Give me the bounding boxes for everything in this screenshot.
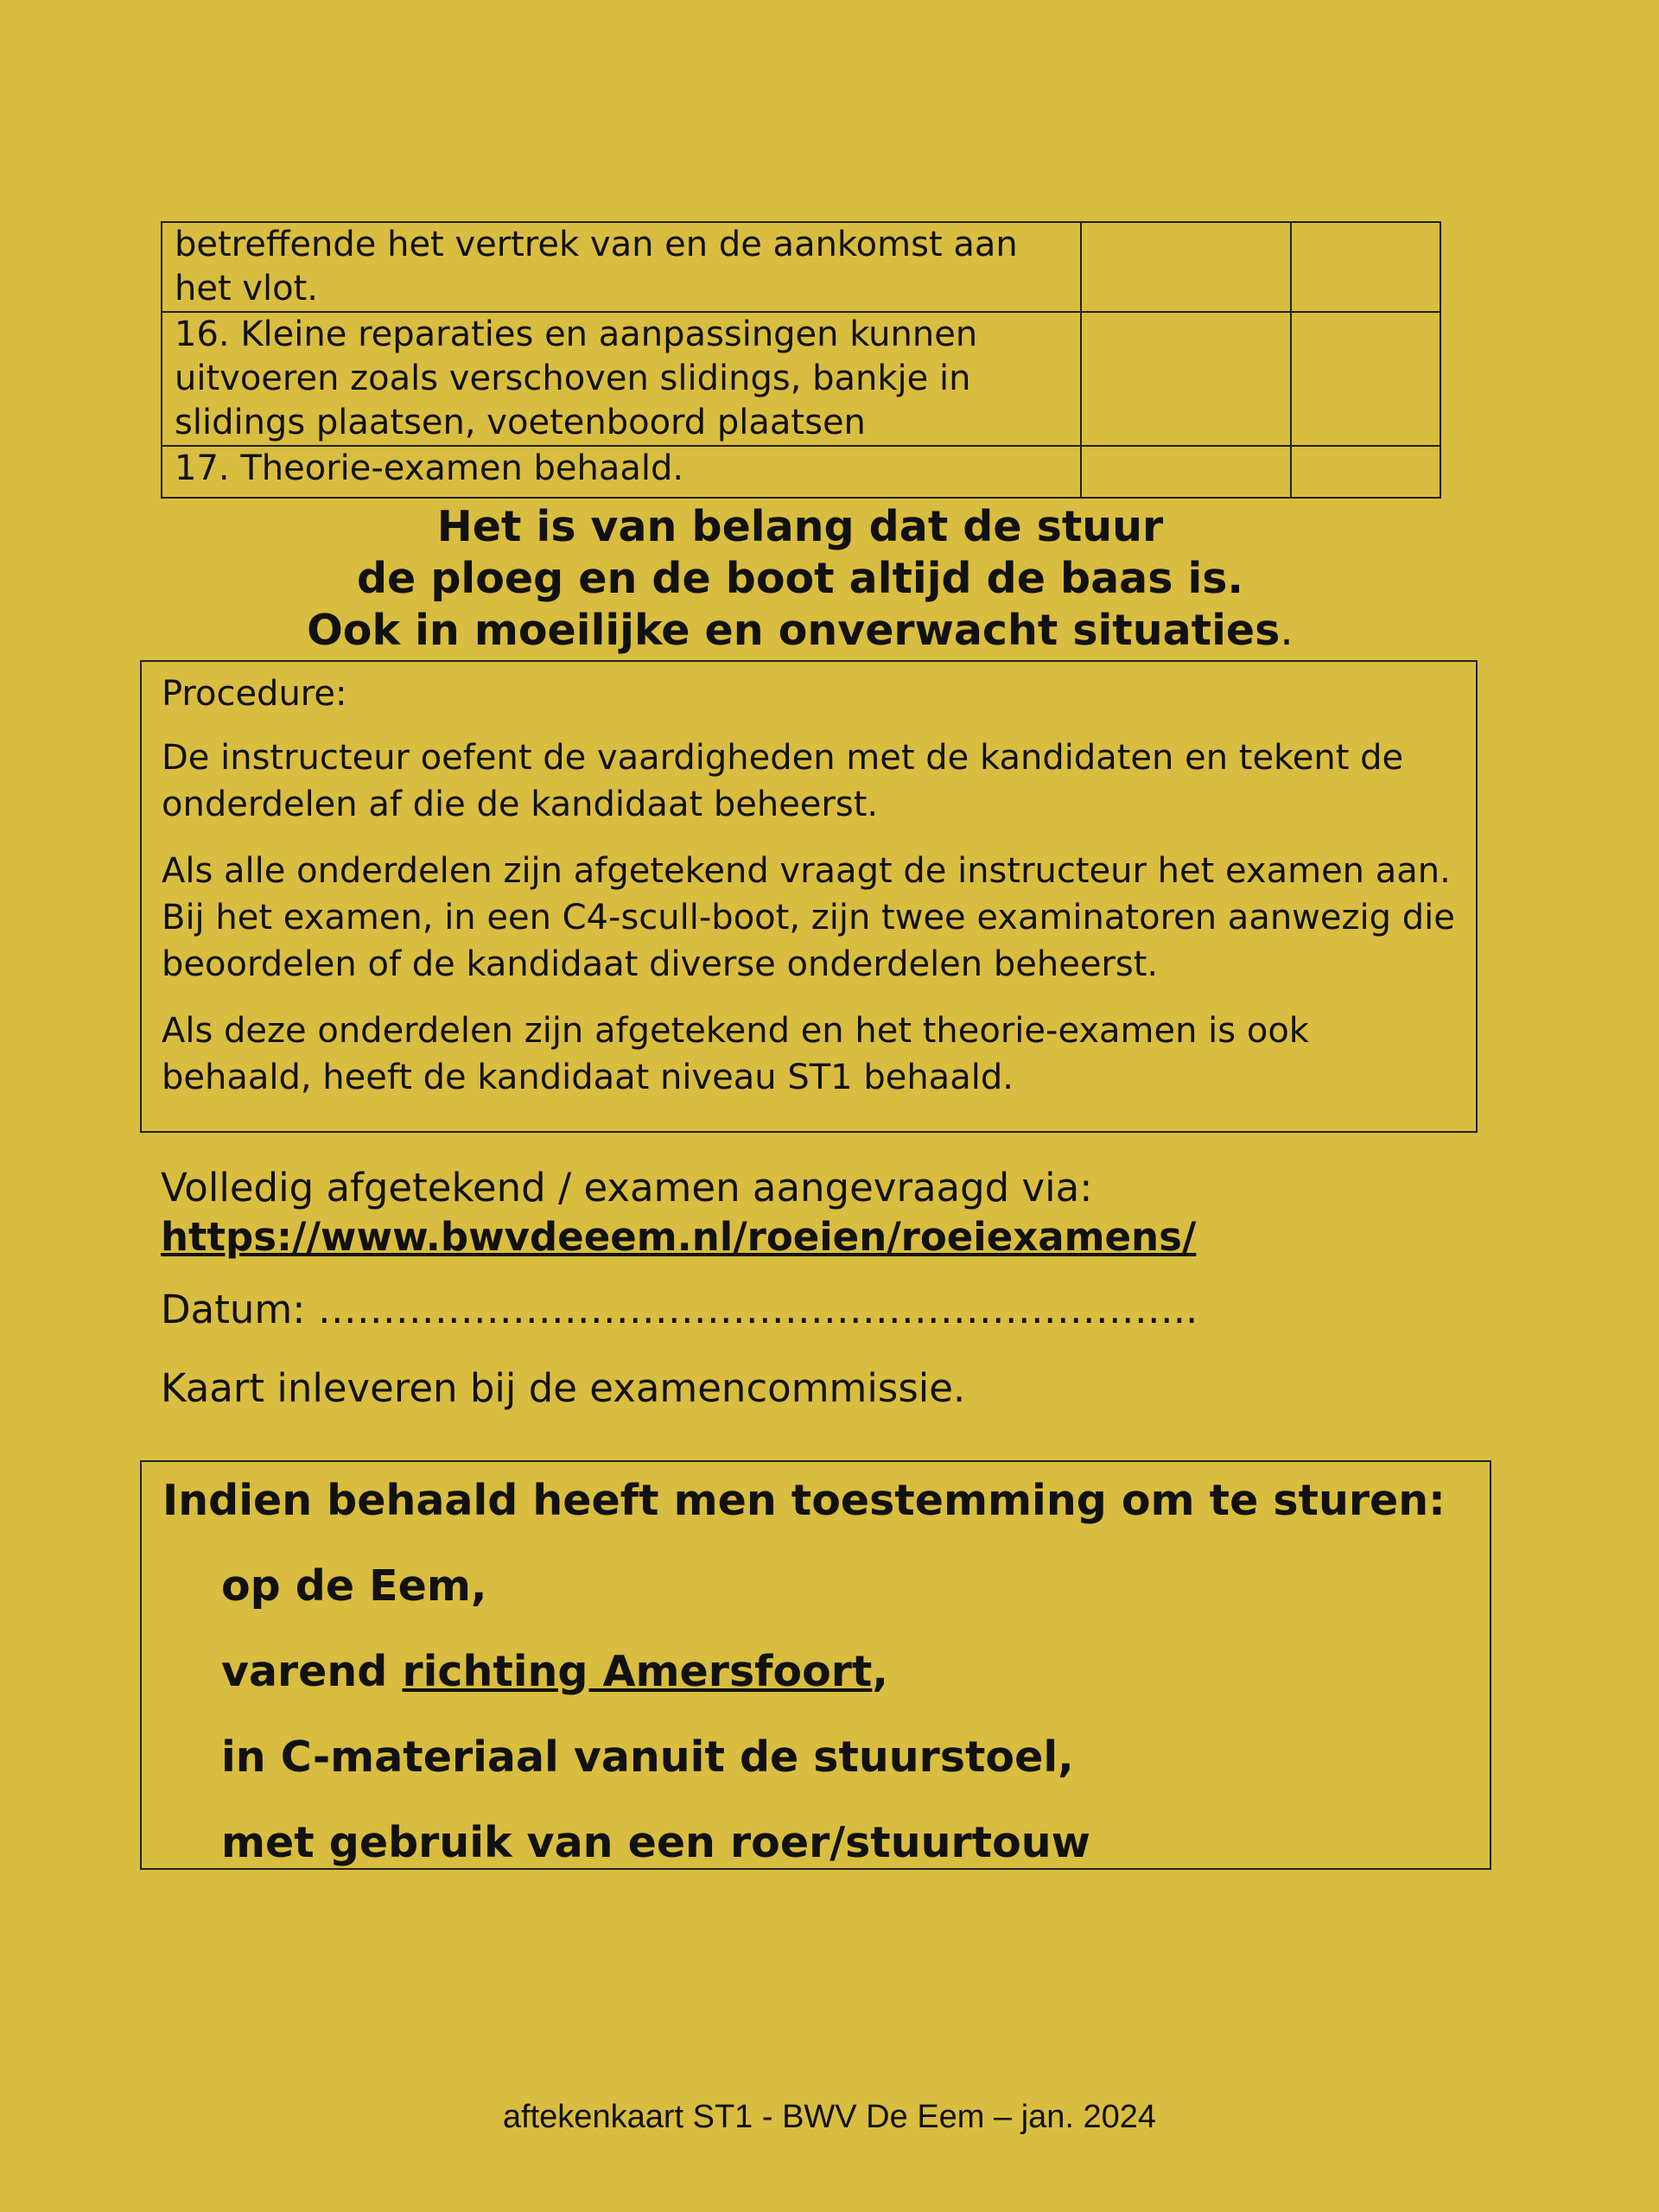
signature-cell xyxy=(1291,312,1440,446)
permission-item xyxy=(221,1642,1090,1727)
permission-list xyxy=(221,1556,1090,1898)
procedure-paragraph: De instructeur oefent de vaardigheden met de kandidaten en tekent de onderdelen af die de kandidaat beheerst. xyxy=(162,738,1404,824)
procedure-box xyxy=(140,660,1478,1133)
signature-cell xyxy=(1081,312,1291,446)
page-footer: aftekenkaart ST1 - BWV De Eem – jan. 2024 xyxy=(502,2099,1157,2135)
permission-item: met gebruik van een roer/stuurtouw xyxy=(221,1818,1090,1867)
statement-line-text: Ook in moeilijke en onverwacht situaties xyxy=(307,606,1281,655)
date-line xyxy=(161,1285,1440,1334)
permission-item: op de Eem, xyxy=(221,1561,487,1611)
signature-cell xyxy=(1291,446,1440,498)
statement-line: Het is van belang dat de stuur xyxy=(436,502,1164,551)
permission-item-suffix: , xyxy=(872,1647,888,1696)
procedure-paragraph: Als alle onderdelen zijn afgetekend vraagt de instructeur het examen aan. Bij het examen, in een C4-scull-boot, zijn twee examinatoren aanwezig die beoordelen of de kandidaat diverse onderdelen beheerst. xyxy=(162,851,1455,984)
procedure-paragraph: Als deze onderdelen zijn afgetekend en het theorie-examen is ook behaald, heeft de kandidaat niveau ST1 behaald. xyxy=(162,1011,1309,1097)
statement-period: . xyxy=(1280,606,1294,655)
signature-cell xyxy=(1081,446,1291,498)
submit-instruction: Kaart inleveren bij de examencommissie. xyxy=(161,1365,966,1411)
request-label: Volledig afgetekend / examen aangevraagd via: xyxy=(161,1165,1093,1211)
date-label: Datum: xyxy=(161,1287,306,1332)
skill-description: 17. Theorie-examen behaald. xyxy=(162,446,1081,498)
permission-title: Indien behaald heeft men toestemming om te sturen: xyxy=(162,1476,1446,1525)
table-row xyxy=(162,222,1440,312)
skills-table xyxy=(161,221,1441,499)
table-row xyxy=(162,446,1440,498)
permission-item: in C-materiaal vanuit de stuurstoel, xyxy=(221,1732,1074,1782)
skill-description: 16. Kleine reparaties en aanpassingen kunnen uitvoeren zoals verschoven slidings, bankje in slidings plaatsen, voetenboord plaatsen xyxy=(162,312,1081,446)
signature-cell xyxy=(1081,222,1291,312)
permission-item-prefix: varend xyxy=(221,1647,403,1696)
permission-item-underlined: richting Amersfoort xyxy=(402,1647,873,1696)
skill-description: betreffende het vertrek van en de aankomst aan het vlot. xyxy=(162,222,1081,312)
permission-box xyxy=(140,1460,1491,1870)
statement-line xyxy=(161,605,1440,657)
exam-request-section xyxy=(161,1163,1440,1413)
exam-url-link[interactable]: https://www.bwvdeeem.nl/roeien/roeiexamens/ xyxy=(161,1214,1197,1260)
importance-statement xyxy=(161,501,1440,657)
signature-cell xyxy=(1291,222,1440,312)
date-value: ………………………………………………………….. xyxy=(317,1287,1198,1332)
statement-line: de ploeg en de boot altijd de baas is. xyxy=(356,554,1244,603)
procedure-title: Procedure: xyxy=(162,674,347,714)
table-row xyxy=(162,312,1440,446)
